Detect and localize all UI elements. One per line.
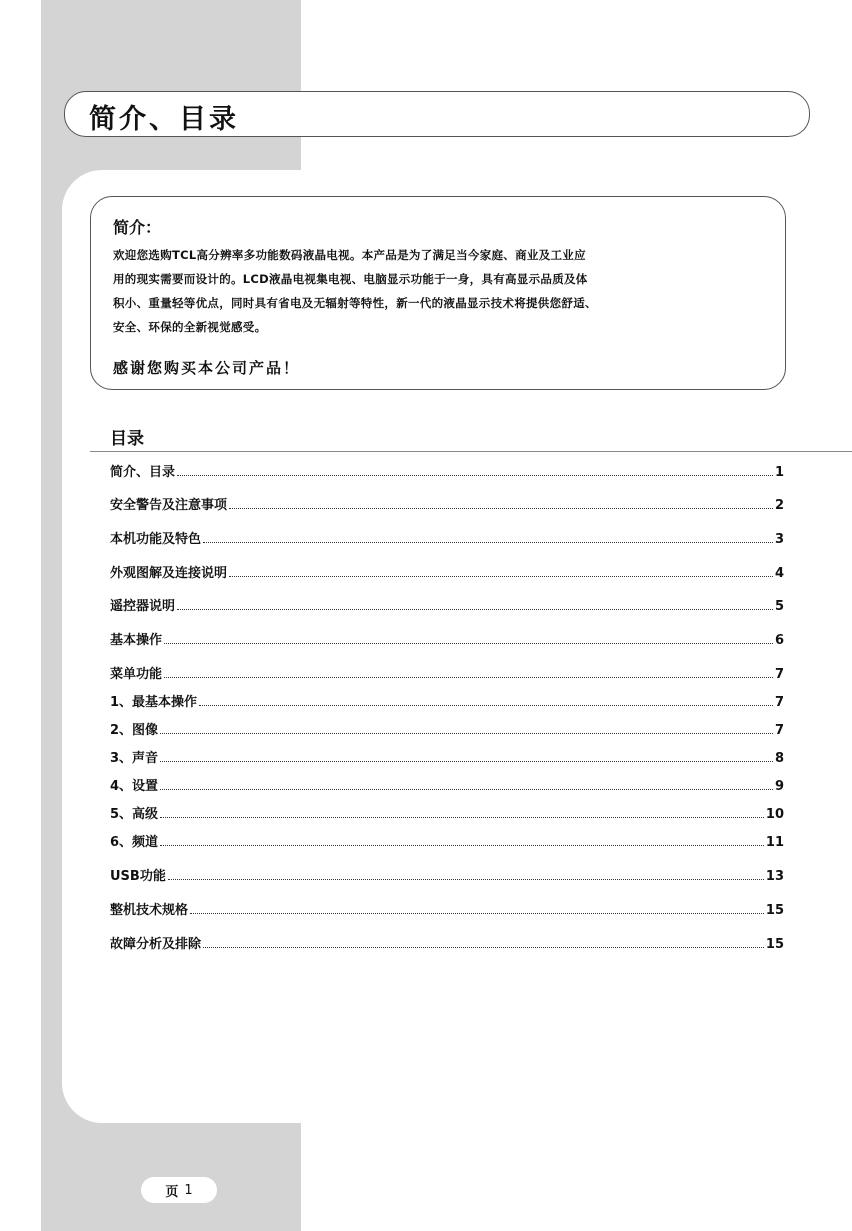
toc-entry-title: 故障分析及排除: [110, 937, 202, 952]
toc-entry-page: 7: [774, 723, 784, 738]
toc-entry-page: 5: [774, 599, 784, 614]
toc-leader-dots: [177, 474, 773, 476]
toc-entry-title: 本机功能及特色: [110, 532, 202, 547]
toc-entry[interactable]: [110, 898, 784, 918]
toc-entry-page: 15: [765, 903, 784, 918]
page-number-tab: [141, 1177, 217, 1203]
toc-divider: [90, 451, 852, 452]
toc-entry[interactable]: [110, 561, 784, 581]
toc-entry-title: 整机技术规格: [110, 903, 189, 918]
toc-entry-title: 菜单功能: [110, 667, 163, 682]
toc-entry[interactable]: [110, 460, 784, 480]
page-title: 简介、目录: [89, 104, 239, 135]
toc-leader-dots: [229, 507, 773, 509]
toc-entry-page: 11: [765, 835, 784, 850]
toc-entry[interactable]: [110, 830, 784, 850]
toc-entry-page: 13: [765, 869, 784, 884]
toc-entry-page: 7: [774, 667, 784, 682]
toc-entry[interactable]: [110, 746, 784, 766]
toc-leader-dots: [164, 642, 773, 644]
toc-entry-title: 5、高级: [110, 807, 159, 822]
toc-entry-page: 15: [765, 937, 784, 952]
toc-entry-page: 1: [774, 465, 784, 480]
toc-entry[interactable]: [110, 864, 784, 884]
toc-leader-dots: [160, 732, 773, 734]
toc-leader-dots: [190, 912, 764, 914]
toc-entry-title: 2、图像: [110, 723, 159, 738]
intro-line: 用的现实需要而设计的。LCD液晶电视集电视、电脑显示功能于一身，具有高显示品质及体: [113, 272, 588, 286]
page-number: 1: [184, 1182, 193, 1198]
toc-entry[interactable]: [110, 774, 784, 794]
toc-entry-title: 3、声音: [110, 751, 159, 766]
title-bar: [64, 91, 810, 137]
toc-entry-page: 10: [765, 807, 784, 822]
intro-body: [113, 243, 813, 339]
intro-line: 安全、环保的全新视觉感受。: [113, 320, 267, 334]
toc-leader-dots: [199, 704, 773, 706]
toc-entry[interactable]: [110, 527, 784, 547]
toc-leader-dots: [229, 575, 773, 577]
toc-entry[interactable]: [110, 690, 784, 710]
toc-entry-page: 8: [774, 751, 784, 766]
toc-leader-dots: [168, 878, 764, 880]
toc-entry[interactable]: [110, 932, 784, 952]
intro-thanks: 感谢您购买本公司产品！: [113, 359, 301, 377]
intro-box: [90, 196, 786, 390]
toc-entry-page: 6: [774, 633, 784, 648]
toc-leader-dots: [164, 676, 773, 678]
toc-leader-dots: [160, 816, 764, 818]
toc-leader-dots: [160, 788, 773, 790]
intro-line: 欢迎您选购TCL高分辨率多功能数码液晶电视。本产品是为了满足当今家庭、商业及工业应: [113, 248, 586, 262]
toc-entry-title: 6、频道: [110, 835, 159, 850]
toc-entry-page: 4: [774, 566, 784, 581]
toc-entry[interactable]: [110, 718, 784, 738]
toc-leader-dots: [160, 844, 764, 846]
toc-entry-page: 7: [774, 695, 784, 710]
intro-heading: 简介：: [113, 218, 162, 237]
toc-entry[interactable]: [110, 662, 784, 682]
toc-entry-title: 1、最基本操作: [110, 695, 198, 710]
toc-heading: 目录: [110, 429, 144, 449]
toc-entry-title: 简介、目录: [110, 465, 176, 480]
toc-entry[interactable]: [110, 802, 784, 822]
page-label: 页: [165, 1184, 179, 1200]
toc-leader-dots: [177, 608, 773, 610]
toc-entry-title: 安全警告及注意事项: [110, 498, 228, 513]
toc-leader-dots: [160, 760, 773, 762]
toc-leader-dots: [203, 541, 773, 543]
toc-entry-title: USB功能: [110, 869, 166, 884]
toc-leader-dots: [203, 946, 764, 948]
toc-entry[interactable]: [110, 594, 784, 614]
toc-entry-title: 基本操作: [110, 633, 163, 648]
toc-entry[interactable]: [110, 493, 784, 513]
toc-entry-title: 4、设置: [110, 779, 159, 794]
toc-entry-page: 9: [774, 779, 784, 794]
toc-entry-title: 遥控器说明: [110, 599, 176, 614]
toc-entry-page: 3: [774, 532, 784, 547]
toc-entry[interactable]: [110, 628, 784, 648]
intro-line: 积小、重量轻等优点，同时具有省电及无辐射等特性，新一代的液晶显示技术将提供您舒适、: [113, 296, 597, 310]
toc-entry-title: 外观图解及连接说明: [110, 566, 228, 581]
toc-entry-page: 2: [774, 498, 784, 513]
